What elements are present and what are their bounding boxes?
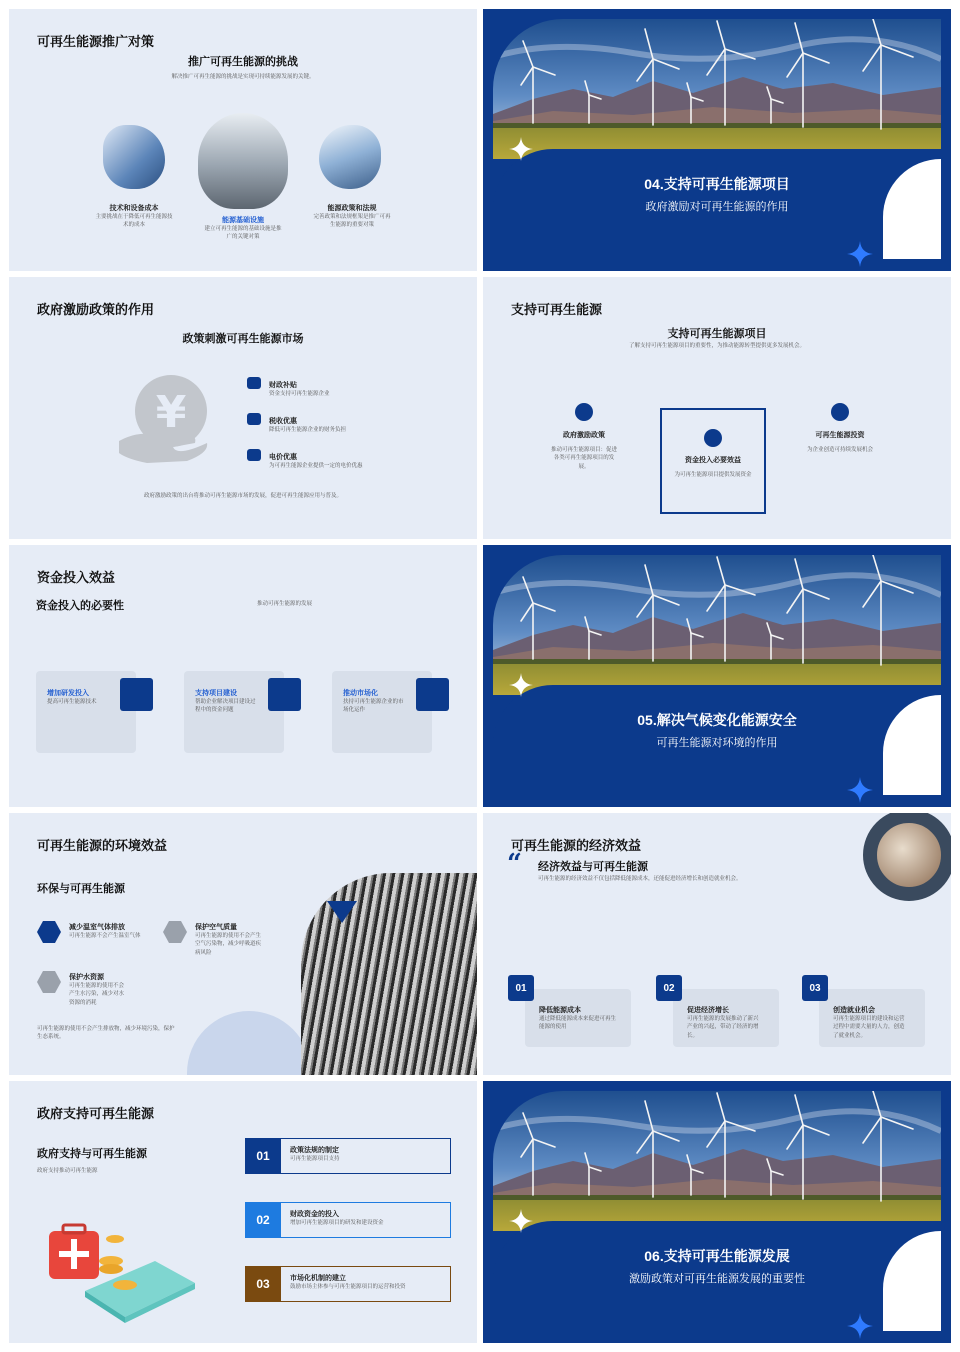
cloud-icon: [37, 921, 61, 943]
card-desc: 扶持可再生能源企业的市场化运作: [343, 699, 404, 714]
card-desc: 提高可再生能源技术: [47, 699, 97, 705]
step-text: 可再生能源项目的建设和运营过程中需要大量的人力，创造了就业机会。: [833, 1016, 905, 1039]
list-item: [69, 972, 129, 1007]
item-label: 保护水资源: [69, 974, 104, 981]
glass-tower-image: [319, 125, 381, 189]
target-icon: [416, 678, 449, 711]
step-number: 03: [802, 975, 828, 1001]
section-slide-05[interactable]: [483, 545, 951, 807]
slide-title: 政府激励政策的作用: [37, 302, 155, 317]
list-item: [269, 416, 346, 434]
section-title: 05.解决气候变化能源安全: [637, 712, 797, 728]
item-label: 能源基础设施: [222, 217, 264, 224]
image-icon: [247, 413, 261, 425]
image-icon: [575, 403, 593, 421]
section-slide-06[interactable]: [483, 1081, 951, 1343]
challenge-item: [95, 203, 173, 230]
item-label: 市场化机制的建立: [290, 1275, 346, 1282]
slide-support-renewable[interactable]: [483, 277, 951, 539]
slide-desc: 解决推广可再生能源的挑战是实现可持续能源发展的关键。: [171, 74, 315, 80]
slide-subtitle: 推广可再生能源的挑战: [188, 56, 298, 68]
building-photo: [301, 873, 477, 1075]
card-text: [343, 688, 407, 715]
item-label: 保护空气质量: [195, 924, 237, 931]
item-text: 为可再生能源企业提供一定的电价优惠: [269, 463, 363, 469]
item-text: 资金支持可再生能源企业: [269, 391, 330, 397]
slide-economic-benefit[interactable]: [483, 813, 951, 1075]
toolbox-icon: [247, 377, 261, 389]
first-aid-kit-illustration: [45, 1221, 201, 1325]
step-text: 可再生能源的发展推动了新兴产业的兴起，带动了经济的增长。: [687, 1016, 759, 1039]
sparkle-icon: [847, 777, 873, 803]
item-text: 主要挑战在于降低可再生能源技术的成本: [95, 214, 173, 229]
slide-subtitle: 政策刺激可再生能源市场: [182, 333, 304, 345]
handshake-photo: [863, 813, 951, 901]
challenge-item: [203, 215, 283, 242]
medical-icon: [268, 678, 301, 711]
challenge-item: [313, 203, 391, 230]
step-content: [687, 1005, 763, 1040]
slide-title: 政府支持可再生能源: [37, 1106, 155, 1121]
section-subtitle: 政府激励对可再生能源的作用: [645, 201, 789, 213]
item-label: 技术和设备成本: [109, 205, 159, 212]
item-number: 03: [245, 1266, 281, 1302]
slide-title: 可再生能源的环境效益: [37, 838, 168, 853]
slide-subtitle: 经济效益与可再生能源: [538, 861, 648, 873]
item-text: 增加可再生能源项目的研发和建设资金: [290, 1220, 384, 1226]
wind-turbine-photo: [493, 555, 941, 695]
slide-title: 支持可再生能源: [511, 302, 603, 317]
card-label: 推动市场化: [343, 690, 378, 697]
image-icon: [120, 678, 153, 711]
item-text: 鼓励市场主体参与可再生能源项目的运营和投资: [290, 1284, 406, 1290]
slide-title: 可再生能源推广对策: [37, 34, 155, 49]
item-label: 政策法规的制定: [290, 1147, 339, 1154]
step-number: 02: [656, 975, 682, 1001]
item-label: 税收优惠: [269, 418, 297, 425]
step-label: 促进经济增长: [687, 1007, 729, 1014]
item-text: 为企业创造可持续发展机会: [806, 447, 873, 453]
wind-turbine-photo: [493, 19, 941, 159]
slide-desc: 政府支持推动可再生能源: [37, 1168, 98, 1174]
slide-subtitle: 政府支持与可再生能源: [37, 1148, 147, 1160]
sparkle-icon: [847, 241, 873, 267]
step-number: 01: [508, 975, 534, 1001]
slide-investment-benefit[interactable]: [9, 545, 477, 807]
item-text: 可再生能源的使用不会产生水污染，减少对水资源的消耗: [69, 983, 125, 1006]
item-label: 财政补贴: [269, 382, 297, 389]
item-content: [290, 1209, 384, 1227]
item-number: 01: [245, 1138, 281, 1174]
quote-icon: “: [507, 849, 522, 879]
list-item: [269, 380, 330, 398]
slide-title: 资金投入效益: [37, 570, 116, 585]
slide-desc: 了解支持可再生能源项目的重要性，为推动能源转型提供更多发展机会。: [628, 343, 805, 349]
step-text: 通过降低能源成本来促进可再生能源的使用: [539, 1016, 617, 1031]
flask-icon: [831, 403, 849, 421]
item-label: 减少温室气体排放: [69, 924, 125, 931]
feature-item: [803, 430, 877, 454]
sparkle-icon: [847, 1313, 873, 1339]
item-text: 推动可再生能源项目：促进各类可再生能源项目的发展。: [550, 447, 617, 470]
plug-icon: [247, 449, 261, 461]
card-desc: 帮助企业解决项目建设过程中的资金问题: [195, 699, 256, 714]
svg-text:¥: ¥: [155, 387, 187, 438]
decor-arch: [187, 1011, 311, 1075]
feature-item: [549, 430, 619, 471]
slide-renewable-strategy[interactable]: [9, 9, 477, 271]
item-text: 可再生能源项目支持: [290, 1156, 340, 1162]
slide-government-support[interactable]: [9, 1081, 477, 1343]
slide-government-incentive[interactable]: [9, 277, 477, 539]
water-icon: [37, 971, 61, 993]
section-title: 04.支持可再生能源项目: [644, 176, 790, 192]
item-label: 资金投入必要效益: [685, 457, 741, 464]
item-content: [290, 1145, 340, 1163]
document-icon: [704, 429, 722, 447]
step-content: [539, 1005, 619, 1032]
slide-desc: 可再生能源的经济效益不仅包括降低能源成本，还能促进经济增长和创造就业机会。: [538, 876, 742, 882]
slide-subtitle: 资金投入的必要性: [36, 600, 124, 612]
item-text: 降低可再生能源企业的财务负担: [269, 427, 347, 433]
item-label: 政府激励政策: [563, 432, 605, 439]
step-label: 创造就业机会: [833, 1007, 875, 1014]
item-content: [290, 1273, 406, 1291]
section-subtitle: 激励政策对可再生能源发展的重要性: [629, 1273, 805, 1285]
sparkle-icon: [509, 1209, 533, 1233]
item-text: 为可再生能源项目提供发展资金: [674, 472, 752, 478]
item-text: 可再生能源的使用不会产生空气污染物，减少呼吸道疾病风险: [195, 933, 262, 956]
list-item: [269, 452, 363, 470]
sparkle-icon: [509, 137, 533, 161]
list-item: [69, 922, 145, 940]
card-label: 支持项目建设: [195, 690, 237, 697]
slide-environmental-benefit[interactable]: [9, 813, 477, 1075]
feature-item: [667, 455, 759, 479]
slide-footer: 政府激励政策的出台将推动可再生能源市场的发展，促进可再生能源应用与普及。: [143, 493, 342, 499]
yuan-hand-icon: [117, 373, 213, 465]
slide-note: 推动可再生能源的发展: [257, 601, 313, 607]
item-number: 02: [245, 1202, 281, 1238]
wind-turbine-photo: [493, 1091, 941, 1231]
list-item: [195, 922, 265, 957]
slide-subtitle: 环保与可再生能源: [37, 883, 125, 895]
sparkle-icon: [509, 673, 533, 697]
card-label: 增加研发投入: [47, 690, 89, 697]
slide-subtitle: 支持可再生能源项目: [667, 328, 767, 340]
card-text: [47, 688, 107, 706]
item-label: 可再生能源投资: [815, 432, 865, 439]
slide-title: 可再生能源的经济效益: [511, 838, 642, 853]
item-text: 建立可再生能源的基础设施是推广的关键对策: [204, 226, 282, 241]
item-text: 完善政策和法规框架是推广可再生能源的重要对策: [313, 214, 391, 229]
item-label: 电价优惠: [269, 454, 297, 461]
item-label: 财政资金的投入: [290, 1211, 339, 1218]
skyscraper-image: [103, 125, 165, 189]
step-content: [833, 1005, 909, 1040]
building-image: [198, 113, 288, 209]
item-label: 能源政策和法规: [327, 205, 377, 212]
step-label: 降低能源成本: [539, 1007, 581, 1014]
item-text: 可再生能源不会产生温室气体: [69, 933, 141, 939]
section-slide-04[interactable]: [483, 9, 951, 271]
section-subtitle: 可再生能源对环境的作用: [656, 737, 778, 749]
card-text: [195, 688, 259, 715]
air-icon: [163, 921, 187, 943]
slide-footer: 可再生能源的使用不会产生排放物，减少环境污染，保护生态系统。: [37, 1026, 175, 1041]
section-title: 06.支持可再生能源发展: [644, 1248, 790, 1264]
